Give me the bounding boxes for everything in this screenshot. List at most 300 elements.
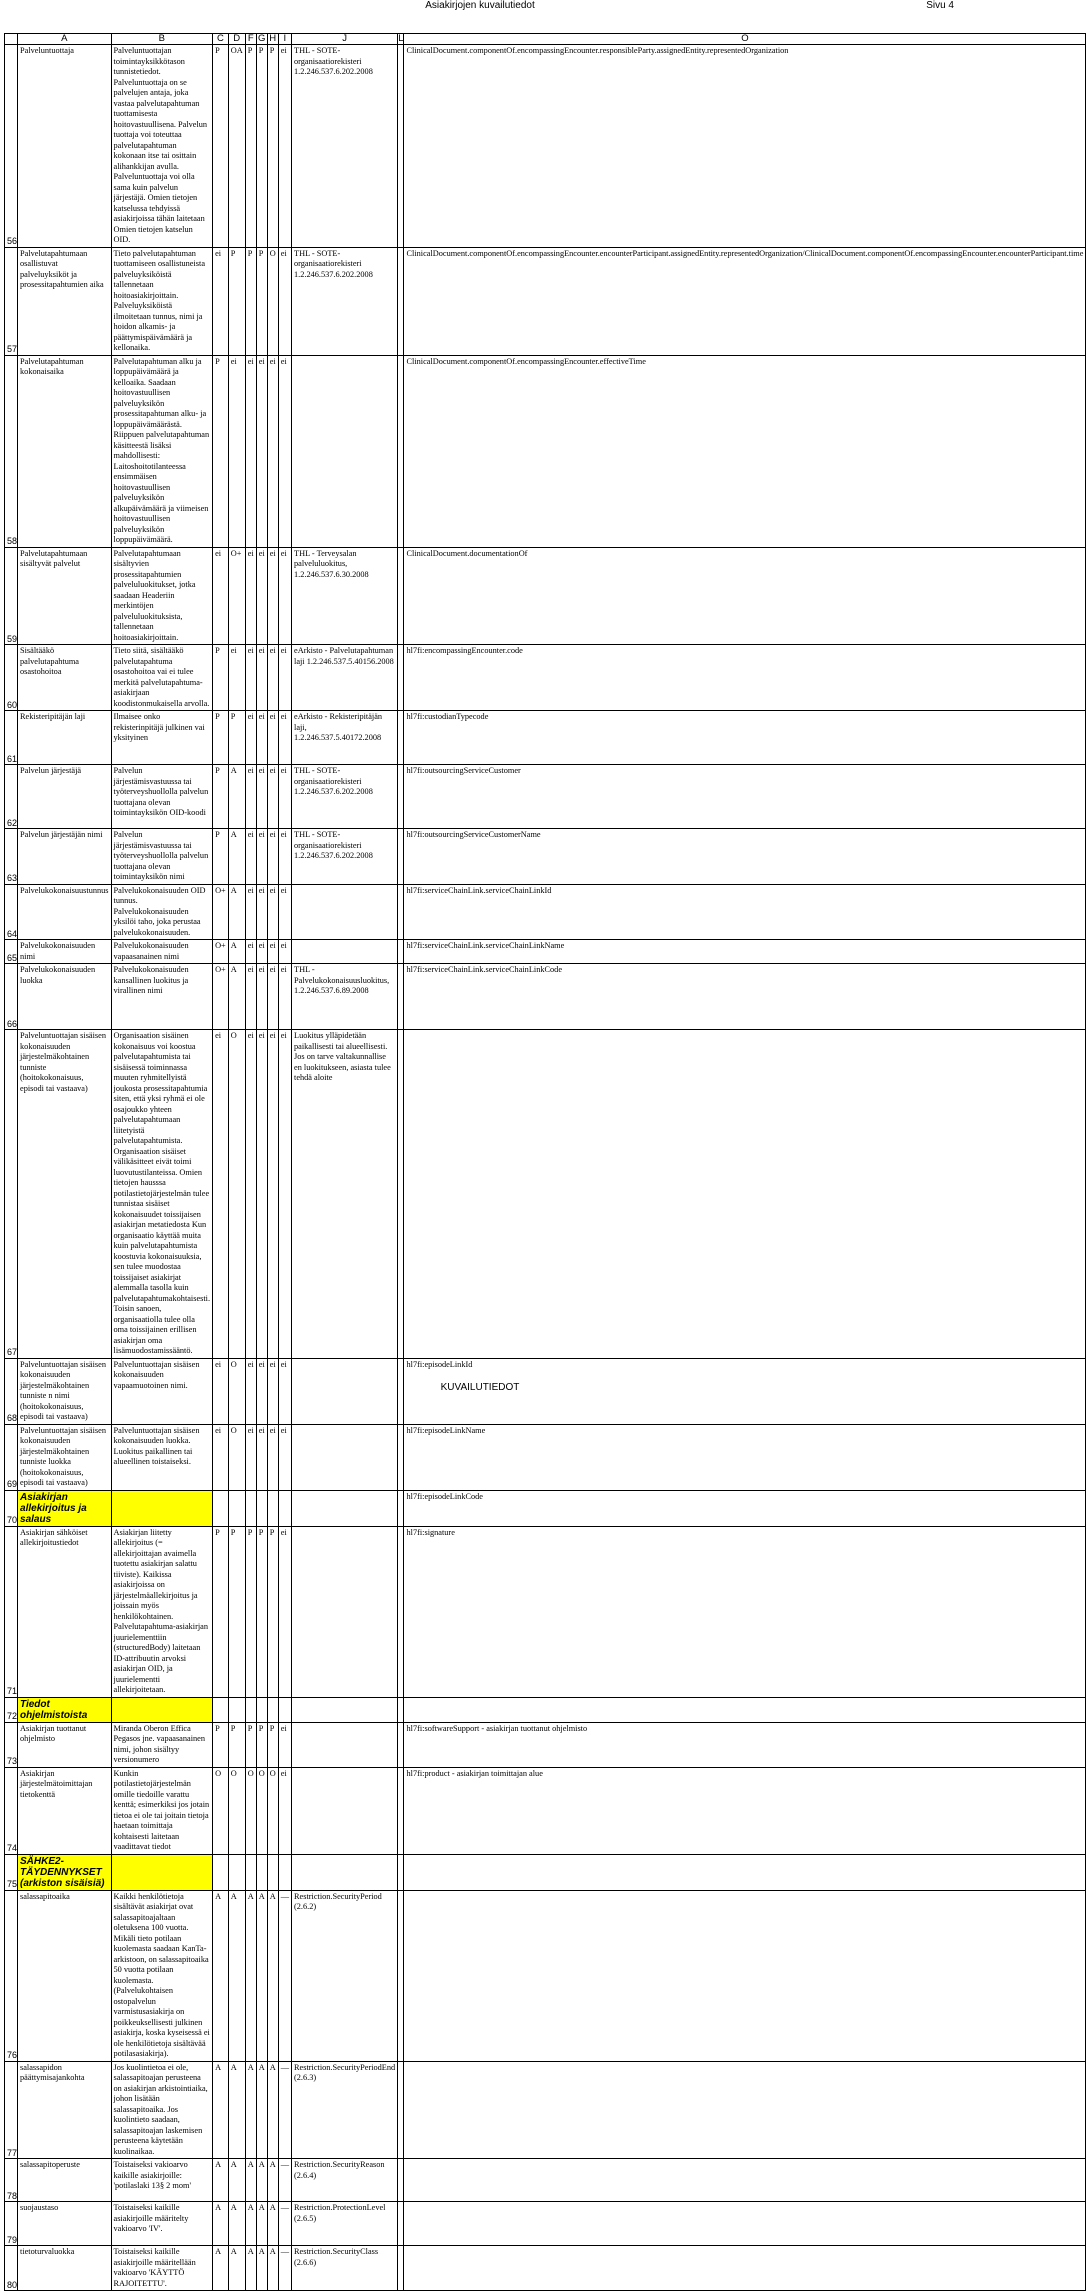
row-number: 59 — [5, 547, 18, 645]
col-d2-cell: O — [228, 1358, 245, 1424]
cda-path-cell: ClinicalDocument.documentationOf — [404, 547, 1086, 645]
field-description-cell: Toistaiseksi kaikille asiakirjoille määritellään vakioarvo 'KÄYTTÖ RAJOITETTU'. — [111, 2246, 213, 2291]
table-row — [5, 964, 1086, 1030]
section-row — [5, 1854, 1086, 1890]
col-g-cell: ei — [256, 1030, 267, 1359]
col-h-cell: ei — [267, 1358, 278, 1424]
page-header — [0, 0, 960, 13]
table-row — [5, 355, 1086, 547]
cda-path-cell: ClinicalDocument.componentOf.encompassingEncounter.responsibleParty.assignedEntity.representedOrganization — [404, 45, 1086, 248]
field-name-cell: Palvelun järjestäjän nimi — [18, 829, 112, 885]
row-number: 57 — [5, 247, 18, 355]
col-h-cell: A — [267, 2246, 278, 2291]
row-number: 75 — [5, 1854, 18, 1890]
row-number: 76 — [5, 1890, 18, 2061]
col-i-cell: ei — [278, 765, 291, 829]
field-name-cell: salassapitoperuste — [18, 2159, 112, 2202]
col-d-cell: ei — [213, 547, 229, 645]
col-g-cell — [256, 1490, 267, 1526]
field-name-cell: Palvelukokonaisuustunnus — [18, 884, 112, 940]
col-g-cell — [256, 1697, 267, 1722]
row-number: 62 — [5, 765, 18, 829]
col-g-cell: ei — [256, 547, 267, 645]
col-d-cell: ei — [213, 1030, 229, 1359]
table-row — [5, 2202, 1086, 2246]
col-f-cell: ei — [245, 829, 256, 885]
col-d-cell: A — [213, 2159, 229, 2202]
table-row — [5, 884, 1086, 940]
col-d-cell: A — [213, 2246, 229, 2291]
row-number: 79 — [5, 2202, 18, 2246]
field-name-cell: Tiedot ohjelmistoista — [18, 1697, 112, 1722]
code-system-cell: THL - SOTE-organisaatiorekisteri 1.2.246.537.6.202.2008 — [292, 247, 398, 355]
field-description-cell: Ilmaisee onko rekisterinpitäjä julkinen vai yksityinen — [111, 711, 213, 765]
col-f-cell: ei — [245, 547, 256, 645]
document-title: Asiakirjojen kuvailutiedot — [425, 0, 535, 11]
col-d2-cell: A — [228, 940, 245, 964]
cda-path-cell — [404, 2246, 1086, 2291]
col-h-cell — [267, 1854, 278, 1890]
table-row — [5, 1424, 1086, 1490]
col-i-cell — [278, 1854, 291, 1890]
section-row — [5, 1697, 1086, 1722]
col-d-cell: O+ — [213, 964, 229, 1030]
col-f-cell: ei — [245, 940, 256, 964]
table-row — [5, 2246, 1086, 2291]
col-i-cell: ei — [278, 547, 291, 645]
table-row — [5, 1767, 1086, 1854]
column-header: F — [245, 34, 256, 45]
col-d-cell: P — [213, 711, 229, 765]
col-d-cell: P — [213, 829, 229, 885]
col-d2-cell: A — [228, 829, 245, 885]
column-header: I — [278, 34, 291, 45]
cda-path-cell: hl7fi:product - asiakirjan toimittajan alue — [404, 1767, 1086, 1854]
row-number: 60 — [5, 645, 18, 711]
code-system-cell: THL - SOTE-organisaatiorekisteri 1.2.246.537.6.202.2008 — [292, 45, 398, 248]
row-number: 78 — [5, 2159, 18, 2202]
code-system-cell: eArkisto - Rekisteripitäjän laji, 1.2.246.537.5.40172.2008 — [292, 711, 398, 765]
col-d-cell: A — [213, 2061, 229, 2159]
col-g-cell: P — [256, 247, 267, 355]
row-number: 61 — [5, 711, 18, 765]
col-h-cell: P — [267, 1722, 278, 1767]
col-d2-cell: P — [228, 1722, 245, 1767]
col-g-cell: O — [256, 1767, 267, 1854]
col-f-cell: P — [245, 1722, 256, 1767]
cda-path-cell — [404, 1697, 1086, 1722]
cda-path-cell: hl7fi:softwareSupport - asiakirjan tuottanut ohjelmisto — [404, 1722, 1086, 1767]
col-d2-cell — [228, 1854, 245, 1890]
metadata-table — [4, 33, 1086, 2291]
field-name-cell: Palvelukokonaisuuden luokka — [18, 964, 112, 1030]
col-d-cell — [213, 1854, 229, 1890]
col-h-cell: ei — [267, 829, 278, 885]
col-d-cell: ei — [213, 1424, 229, 1490]
field-description-cell: Asiakirjan liitetty allekirjoitus (= allekirjoittajan avaimella tuotettu asiakirjan salattu tiiviste). Kaikissa asiakirjoissa on järjestelmäallekirjoitus ja joissain myös henkilökohtainen. Palvelutapahtuma-asiakirjan juurielementtiin (structuredBody) laitetaan ID-attribuutin arvoksi asiakirjan OID, ja juurielementti allekirjoitetaan. — [111, 1526, 213, 1697]
col-h-cell: A — [267, 2061, 278, 2159]
col-h-cell: P — [267, 1526, 278, 1697]
field-name-cell: Palvelutapahtumaan sisältyvät palvelut — [18, 547, 112, 645]
field-description-cell: Tieto siitä, sisältääkö palvelutapahtuma osastohoitoa vai ei tulee merkitä palvelutapahtuma-asiakirjaan koodistonmukaisella arvolla. — [111, 645, 213, 711]
row-number: 80 — [5, 2246, 18, 2291]
table-row — [5, 765, 1086, 829]
col-f-cell: A — [245, 2202, 256, 2246]
col-d2-cell: A — [228, 884, 245, 940]
row-number: 68 — [5, 1358, 18, 1424]
field-name-cell: suojaustaso — [18, 2202, 112, 2246]
col-f-cell: A — [245, 1890, 256, 2061]
col-g-cell: ei — [256, 829, 267, 885]
field-name-cell: Palvelutapahtuman kokonaisaika — [18, 355, 112, 547]
col-d2-cell: ei — [228, 645, 245, 711]
field-description-cell: Kunkin potilastietojärjestelmän omille tiedoille varattu kenttä; esimerkiksi jos jotain tietoa ei ole tai joitain tietoja haetaan toimittaja kohtaisesti laitetaan vaadittavat tiedot — [111, 1767, 213, 1854]
col-d2-cell: A — [228, 2202, 245, 2246]
col-f-cell: ei — [245, 765, 256, 829]
field-description-cell: Palvelukokonaisuuden vapaasanainen nimi — [111, 940, 213, 964]
col-h-cell: A — [267, 2159, 278, 2202]
cda-path-cell: hl7fi:signature — [404, 1526, 1086, 1697]
cda-path-cell: hl7fi:serviceChainLink.serviceChainLinkId — [404, 884, 1086, 940]
page-footer: KUVAILUTIEDOT — [440, 1382, 520, 1393]
field-description-cell: Kaikki henkilötietoja sisältävät asiakirjat ovat salassapitoajaltaan oletuksena 100 vuotta. Mikäli tieto potilaan kuolemasta saadaan KanTa-arkistoon, on salassapitoaika 50 vuotta potilaan kuolemasta. (Palvelukohtaisen ostopalvelun varmistusasiakirja on poikkeuksellisesti julkinen asiakirja, koska kyseisessä ei ole henkilötietoja sisältävää potilasasiakirja). — [111, 1890, 213, 2061]
col-d2-cell: A — [228, 964, 245, 1030]
col-d-cell: P — [213, 765, 229, 829]
col-f-cell — [245, 1854, 256, 1890]
row-number: 74 — [5, 1767, 18, 1854]
col-d2-cell: P — [228, 1526, 245, 1697]
col-g-cell: P — [256, 45, 267, 248]
code-system-cell: THL - SOTE-organisaatiorekisteri 1.2.246.537.6.202.2008 — [292, 765, 398, 829]
cda-path-cell: ClinicalDocument.componentOf.encompassingEncounter.encounterParticipant.assignedEntity.representedOrganization/ClinicalDocument.componentOf.encompassingEncounter.encounterParticipant.time — [404, 247, 1086, 355]
table-row — [5, 645, 1086, 711]
field-description-cell: Palvelutapahtumaan sisältyvien prosessitapahtumien palveluluokitukset, jotka saadaan Headeriin merkintöjen palveluluokituksista, tallennetaan hoitoasiakirjoittain. — [111, 547, 213, 645]
table-row — [5, 711, 1086, 765]
code-system-cell: eArkisto - Palvelutapahtuman laji 1.2.246.537.5.40156.2008 — [292, 645, 398, 711]
table-row — [5, 2061, 1086, 2159]
col-g-cell: ei — [256, 964, 267, 1030]
field-description-cell: Palveluntuottajan toimintayksikkötason tunnistetiedot. Palveluntuottaja on se palvelujen antaja, joka vastaa palvelutapahtuman tuottamisesta hoitovastuullisena. Palvelun tuottaja voi toteuttaa palvelutapahtuman kokonaan itse tai osittain alihankkijan avulla. Palveluntuottaja voi olla sama kuin palvelun järjestäjä. Omien tietojen katselussa tehdyissä asiakirjoissa tähän laitetaan Omien tietojen katselun OID. — [111, 45, 213, 248]
col-i-cell — [278, 1697, 291, 1722]
code-system-cell — [292, 1526, 398, 1697]
col-h-cell: ei — [267, 964, 278, 1030]
cda-path-cell: hl7fi:serviceChainLink.serviceChainLinkName — [404, 940, 1086, 964]
col-d-cell: P — [213, 645, 229, 711]
code-system-cell — [292, 940, 398, 964]
table-row — [5, 1030, 1086, 1359]
field-description-cell: Miranda Oberon Effica Pegasos jne. vapaasanainen nimi, johon sisältyy versionumero — [111, 1722, 213, 1767]
col-i-cell: ei — [278, 711, 291, 765]
col-i-cell: — — [278, 1890, 291, 2061]
col-f-cell: ei — [245, 1030, 256, 1359]
col-d2-cell: O+ — [228, 547, 245, 645]
column-header: L — [398, 33, 404, 44]
code-system-cell: Luokitus ylläpidetään paikallisesti tai alueellisesti. Jos on tarve valtakunnallise en luokitukseen, asiasta tulee tehdä aloite — [292, 1030, 398, 1359]
col-h-cell: O — [267, 1767, 278, 1854]
row-number: 73 — [5, 1722, 18, 1767]
col-g-cell: ei — [256, 765, 267, 829]
col-i-cell: — — [278, 2061, 291, 2159]
col-i-cell: — — [278, 2246, 291, 2291]
col-g-cell: ei — [256, 940, 267, 964]
table-row — [5, 2159, 1086, 2202]
cda-path-cell: ClinicalDocument.componentOf.encompassingEncounter.effectiveTime — [404, 355, 1086, 547]
field-description-cell — [111, 1490, 213, 1526]
row-number: 71 — [5, 1526, 18, 1697]
col-i-cell: ei — [278, 45, 291, 248]
col-d2-cell: OA — [228, 45, 245, 248]
field-description-cell: Palvelukokonaisuuden OID tunnus. Palvelukokonaisuuden yksilöi taho, joka perustaa palvelukokonaisuuden. — [111, 884, 213, 940]
cda-path-cell — [404, 2159, 1086, 2202]
column-header: O — [404, 34, 1086, 45]
col-h-cell: ei — [267, 355, 278, 547]
cda-path-cell — [404, 2202, 1086, 2246]
col-d2-cell: A — [228, 1890, 245, 2061]
page-number: Sivu 4 — [926, 0, 954, 11]
field-name-cell: Asiakirjan järjestelmätoimittajan tietokenttä — [18, 1767, 112, 1854]
field-name-cell: Palvelutapahtumaan osallistuvat palveluyksiköt ja prosessitapahtumien aika — [18, 247, 112, 355]
field-name-cell: Asiakirjan tuottanut ohjelmisto — [18, 1722, 112, 1767]
col-d2-cell: A — [228, 2061, 245, 2159]
col-i-cell: ei — [278, 1358, 291, 1424]
code-system-cell: Restriction.SecurityPeriod (2.6.2) — [292, 1890, 398, 2061]
col-i-cell: ei — [278, 964, 291, 1030]
col-d2-cell: P — [228, 711, 245, 765]
code-system-cell — [292, 1490, 398, 1526]
code-system-cell — [292, 1767, 398, 1854]
table-row — [5, 940, 1086, 964]
col-d2-cell: A — [228, 2246, 245, 2291]
col-d-cell: O+ — [213, 884, 229, 940]
field-description-cell — [111, 1697, 213, 1722]
col-f-cell: P — [245, 45, 256, 248]
table-row — [5, 547, 1086, 645]
col-f-cell: P — [245, 247, 256, 355]
col-g-cell: A — [256, 2246, 267, 2291]
code-system-cell: Restriction.SecurityReason (2.6.4) — [292, 2159, 398, 2202]
row-number: 66 — [5, 964, 18, 1030]
col-i-cell: ei — [278, 1526, 291, 1697]
col-f-cell: ei — [245, 355, 256, 547]
table-row — [5, 1526, 1086, 1697]
col-g-cell: ei — [256, 1424, 267, 1490]
col-f-cell — [245, 1697, 256, 1722]
col-f-cell: ei — [245, 711, 256, 765]
col-f-cell: O — [245, 1767, 256, 1854]
table-row — [5, 1890, 1086, 2061]
table-row — [5, 45, 1086, 248]
code-system-cell: Restriction.SecurityPeriodEnd (2.6.3) — [292, 2061, 398, 2159]
section-row — [5, 1490, 1086, 1526]
col-g-cell: ei — [256, 355, 267, 547]
col-g-cell: A — [256, 2159, 267, 2202]
col-i-cell: ei — [278, 1030, 291, 1359]
col-f-cell — [245, 1490, 256, 1526]
field-name-cell: Palvelun järjestäjä — [18, 765, 112, 829]
cda-path-cell: hl7fi:outsourcingServiceCustomer — [404, 765, 1086, 829]
row-number: 67 — [5, 1030, 18, 1359]
col-d2-cell: O — [228, 1030, 245, 1359]
field-description-cell: Tieto palvelutapahtuman tuottamiseen osallistuneista palveluyksiköistä tallennetaan hoitoasiakirjoittain. Palveluyksiköistä ilmoitetaan tunnus, nimi ja hoidon alkamis- ja päättymispäivämäärä ja kellonaika. — [111, 247, 213, 355]
col-h-cell: ei — [267, 1030, 278, 1359]
code-system-cell — [292, 1854, 398, 1890]
cda-path-cell: hl7fi:outsourcingServiceCustomerName — [404, 829, 1086, 885]
col-i-cell: ei — [278, 829, 291, 885]
col-g-cell: P — [256, 1526, 267, 1697]
col-f-cell: ei — [245, 1358, 256, 1424]
col-d2-cell: O — [228, 1767, 245, 1854]
col-f-cell: A — [245, 2246, 256, 2291]
field-name-cell: tietoturvaluokka — [18, 2246, 112, 2291]
col-i-cell: ei — [278, 645, 291, 711]
col-i-cell: ei — [278, 940, 291, 964]
field-name-cell: salassapitoaika — [18, 1890, 112, 2061]
field-name-cell: Asiakirjan sähköiset allekirjoitustiedot — [18, 1526, 112, 1697]
col-f-cell: A — [245, 2061, 256, 2159]
field-description-cell: Jos kuolintietoa ei ole, salassapitoajan perusteena on asiakirjan arkistointiaika, johon lisätään salassapitoaika. Jos kuolintieto saadaan, salassapitoajan laskemisen perusteena käytetään kuolinaikaa. — [111, 2061, 213, 2159]
cda-path-cell — [404, 1890, 1086, 2061]
row-number: 69 — [5, 1424, 18, 1490]
field-description-cell — [111, 1854, 213, 1890]
col-d-cell: ei — [213, 247, 229, 355]
col-i-cell: ei — [278, 884, 291, 940]
code-system-cell: Restriction.ProtectionLevel (2.6.5) — [292, 2202, 398, 2246]
col-d2-cell: P — [228, 247, 245, 355]
field-name-cell: Palveluntuottaja — [18, 45, 112, 248]
cda-path-cell: hl7fi:encompassingEncounter.code — [404, 645, 1086, 711]
code-system-cell: THL - SOTE-organisaatiorekisteri 1.2.246.537.6.202.2008 — [292, 829, 398, 885]
code-system-cell — [292, 355, 398, 547]
col-h-cell: ei — [267, 940, 278, 964]
field-description-cell: Palvelun järjestämisvastuussa tai työterveyshuollolla palvelun tuottajana olevan toimintayksikön OID-koodi — [111, 765, 213, 829]
cda-path-cell: hl7fi:custodianTypecode — [404, 711, 1086, 765]
col-f-cell: ei — [245, 645, 256, 711]
row-number: 72 — [5, 1697, 18, 1722]
table-row — [5, 247, 1086, 355]
spreadsheet — [4, 33, 1086, 2291]
col-d-cell: P — [213, 355, 229, 547]
cda-path-cell — [404, 1854, 1086, 1890]
col-d2-cell: O — [228, 1424, 245, 1490]
col-g-cell: A — [256, 1890, 267, 2061]
cda-path-cell — [404, 1030, 1086, 1359]
col-d2-cell — [228, 1697, 245, 1722]
field-name-cell: Palveluntuottajan sisäisen kokonaisuuden järjestelmäkohtainen tunniste (hoitokokonaisuus, episodi tai vastaava) — [18, 1030, 112, 1359]
col-h-cell: A — [267, 1890, 278, 2061]
field-description-cell: Palveluntuottajan sisäisen kokonaisuuden luokka. Luokitus paikallinen tai alueellinen toistaiseksi. — [111, 1424, 213, 1490]
col-d-cell: O+ — [213, 940, 229, 964]
col-h-cell: P — [267, 45, 278, 248]
cda-path-cell — [404, 2061, 1086, 2159]
field-description-cell: Palvelukokonaisuuden kansallinen luokitus ja virallinen nimi — [111, 964, 213, 1030]
field-description-cell: Palvelutapahtuman alku ja loppupäivämäärä ja kelloaika. Saadaan hoitovastuullisen palveluyksikön prosessitapahtuman alku- ja loppupäivämäärästä. Riippuen palvelutapahtuman käsitteestä lisäksi mahdollisesti: Laitoshoitotilanteessa ensimmäisen hoitovastuullisen palveluyksikön alkupäivämäärä ja viimeisen hoitovastuullisen palveluyksikön loppupäivämäärä. — [111, 355, 213, 547]
code-system-cell — [292, 884, 398, 940]
col-h-cell: A — [267, 2202, 278, 2246]
field-name-cell: Sisältääkö palvelutapahtuma osastohoitoa — [18, 645, 112, 711]
column-header: C — [213, 34, 229, 45]
col-g-cell: P — [256, 1722, 267, 1767]
col-d-cell — [213, 1490, 229, 1526]
col-d-cell: P — [213, 45, 229, 248]
col-g-cell: A — [256, 2061, 267, 2159]
field-name-cell: Palvelukokonaisuuden nimi — [18, 940, 112, 964]
col-d-cell — [213, 1697, 229, 1722]
col-h-cell: ei — [267, 884, 278, 940]
col-g-cell: ei — [256, 884, 267, 940]
col-d-cell: ei — [213, 1358, 229, 1424]
field-name-cell: Asiakirjan allekirjoitus ja salaus — [18, 1490, 112, 1526]
col-i-cell: ei — [278, 247, 291, 355]
col-d2-cell — [228, 1490, 245, 1526]
row-number: 70 — [5, 1490, 18, 1526]
col-h-cell: ei — [267, 711, 278, 765]
col-g-cell: ei — [256, 1358, 267, 1424]
col-d2-cell: ei — [228, 355, 245, 547]
col-i-cell: ei — [278, 355, 291, 547]
col-d2-cell: A — [228, 765, 245, 829]
column-header: G — [258, 33, 266, 44]
col-g-cell — [256, 1854, 267, 1890]
col-f-cell: P — [245, 1526, 256, 1697]
col-h-cell: ei — [267, 1424, 278, 1490]
col-d-cell: P — [213, 1526, 229, 1697]
col-d-cell: P — [213, 1722, 229, 1767]
col-d2-cell: A — [228, 2159, 245, 2202]
field-name-cell: Palveluntuottajan sisäisen kokonaisuuden järjestelmäkohtainen tunniste luokka (hoitokokonaisuus, episodi tai vastaava) — [18, 1424, 112, 1490]
col-d-cell: A — [213, 1890, 229, 2061]
col-g-cell: ei — [256, 645, 267, 711]
column-header-row — [5, 34, 1086, 45]
code-system-cell — [292, 1697, 398, 1722]
col-g-cell: A — [256, 2202, 267, 2246]
table-row — [5, 829, 1086, 885]
row-number: 64 — [5, 884, 18, 940]
cda-path-cell: hl7fi:episodeLinkCode — [404, 1490, 1086, 1526]
cda-path-cell: hl7fi:episodeLinkId — [404, 1358, 1086, 1424]
row-number: 56 — [5, 45, 18, 248]
row-number: 58 — [5, 355, 18, 547]
col-h-cell: ei — [267, 765, 278, 829]
code-system-cell — [292, 1424, 398, 1490]
field-name-cell: SÄHKE2-TÄYDENNYKSET (arkiston sisäisiä) — [18, 1854, 112, 1890]
field-name-cell: Palveluntuottajan sisäisen kokonaisuuden järjestelmäkohtainen tunniste n nimi (hoitokokonaisuus, episodi tai vastaava) — [18, 1358, 112, 1424]
col-f-cell: ei — [245, 964, 256, 1030]
field-description-cell: Palveluntuottajan sisäisen kokonaisuuden vapaamuotoinen nimi. — [111, 1358, 213, 1424]
col-i-cell: ei — [278, 1424, 291, 1490]
code-system-cell: THL - Palvelukokonaisuusluokitus, 1.2.246.537.6.89.2008 — [292, 964, 398, 1030]
col-h-cell — [267, 1490, 278, 1526]
cda-path-cell: hl7fi:serviceChainLink.serviceChainLinkCode — [404, 964, 1086, 1030]
cda-path-cell: hl7fi:episodeLinkName — [404, 1424, 1086, 1490]
code-system-cell: Restriction.SecurityClass (2.6.6) — [292, 2246, 398, 2291]
col-d-cell: O — [213, 1767, 229, 1854]
col-f-cell: ei — [245, 1424, 256, 1490]
col-h-cell: ei — [267, 645, 278, 711]
field-name-cell: salassapidon päättymisajankohta — [18, 2061, 112, 2159]
field-description-cell: Organisaation sisäinen kokonaisuus voi koostua palvelutapahtumista tai sisäisessä toiminnassa muuten ryhmitellyistä joukosta prosessitapahtumia siten, että yksi ryhmä ei ole osajoukko yhteen palvelutapahtumaan liitetyistä palvelutapahtumista. Organisaation sisäiset välikäsitteet eivät toimi luovutustilanteissa. Omien tietojen hausssa potilastietojärjestelmän tulee tunnistaa sisäiset kokonaisuudet toissijaisen asiakirjan metatiedosta Kun organisaatio käyttää muita kuin palvelutapahtumista koostuvia kokonaisuuksia, sen tulee muodostaa toissijaiset asiakirjat alemmalla tasolla kuin palvelutapahtumakohtaisesti. Toisin sanoen, organisaatiolla tulee olla oma toissijainen erillisen asiakirjan oma lisämuodostamissääntö. — [111, 1030, 213, 1359]
col-i-cell: ei — [278, 1767, 291, 1854]
table-row — [5, 1722, 1086, 1767]
col-h-cell: ei — [267, 547, 278, 645]
code-system-cell: THL - Terveysalan palveluluokitus, 1.2.246.537.6.30.2008 — [292, 547, 398, 645]
column-header: B — [111, 34, 213, 45]
row-number: 77 — [5, 2061, 18, 2159]
field-name-cell: Rekisteripitäjän laji — [18, 711, 112, 765]
column-header: J — [292, 34, 398, 45]
column-header: H — [267, 34, 278, 45]
code-system-cell — [292, 1722, 398, 1767]
col-h-cell: O — [267, 247, 278, 355]
